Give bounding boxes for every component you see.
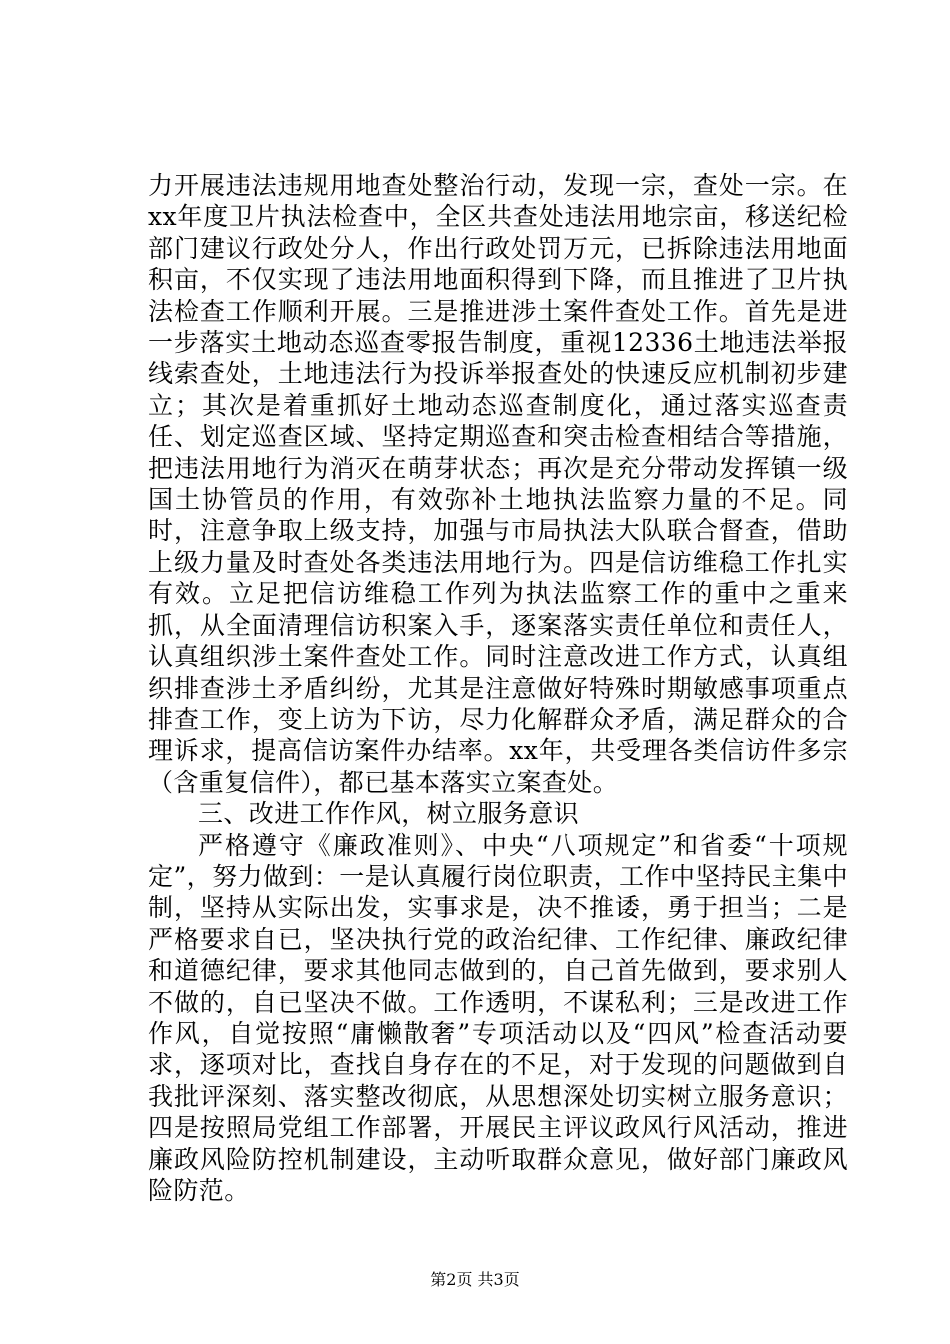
page-footer: 第2页 共3页 <box>430 1270 520 1289</box>
document-body <box>148 170 848 1206</box>
paragraph-section-three: 严格遵守《廉政准则》、中央“八项规定”和省委“十项规定”，努力做到：一是认真履行岗位职责，工作中坚持民主集中制，坚持从实际出发，实事求是，决不推诿，勇于担当；二是严格要求自已，坚决执行党的政治纪律、工作纪律、廉政纪律和道德纪律，要求其他同志做到的，自己首先做到，要求别人不做的，自已坚决不做。工作透明，不谋私利；三是改进工作作风，自觉按照“庸懒散奢”专项活动以及“四风”检查活动要求，逐项对比，查找自身存在的不足，对于发现的问题做到自我批评深刻、落实整改彻底，从思想深处切实树立服务意识；四是按照局党组工作部署，开展民主评议政风行风活动，推进廉政风险防控机制建设，主动听取群众意见，做好部门廉政风险防范。 <box>148 830 848 1205</box>
section-heading: 三、改进工作作风，树立服务意识 <box>198 799 580 829</box>
paragraph-continuation: 力开展违法违规用地查处整治行动，发现一宗，查处一宗。在xx年度卫片执法检查中，全区共查处违法用地宗亩，移送纪检部门建议行政处分人，作出行政处罚万元，已拆除违法用地面积亩，不仅实现了违法用地面积得到下降，而且推进了卫片执法检查工作顺利开展。三是推进涉土案件查处工作。首先是进一步落实土地动态巡查零报告制度，重视12336土地违法举报线索查处，土地违法行为投诉举报查处的快速反应机制初步建立；其次是着重抓好土地动态巡查制度化，通过落实巡查责任、划定巡查区域、坚持定期巡查和突击检查相结合等措施，把违法用地行为消灭在萌芽状态；再次是充分带动发挥镇一级国土协管员的作用，有效弥补土地执法监察力量的不足。同时，注意争取上级支持，加强与市局执法大队联合督查，借助上级力量及时查处各类违法用地行为。四是信访维稳工作扎实有效。立足把信访维稳工作列为执法监察工作的重中之重来抓，从全面清理信访积案入手，逐案落实责任单位和责任人，认真组织涉土案件查处工作。同时注意改进工作方式，认真组织排查涉土矛盾纠纷，尤其是注意做好特殊时期敏感事项重点排查工作，变上访为下访，尽力化解群众矛盾，满足群众的合理诉求，提高信访案件办结率。xx年，共受理各类信访件多宗（含重复信件），都已基本落实立案查处。 <box>148 171 848 797</box>
